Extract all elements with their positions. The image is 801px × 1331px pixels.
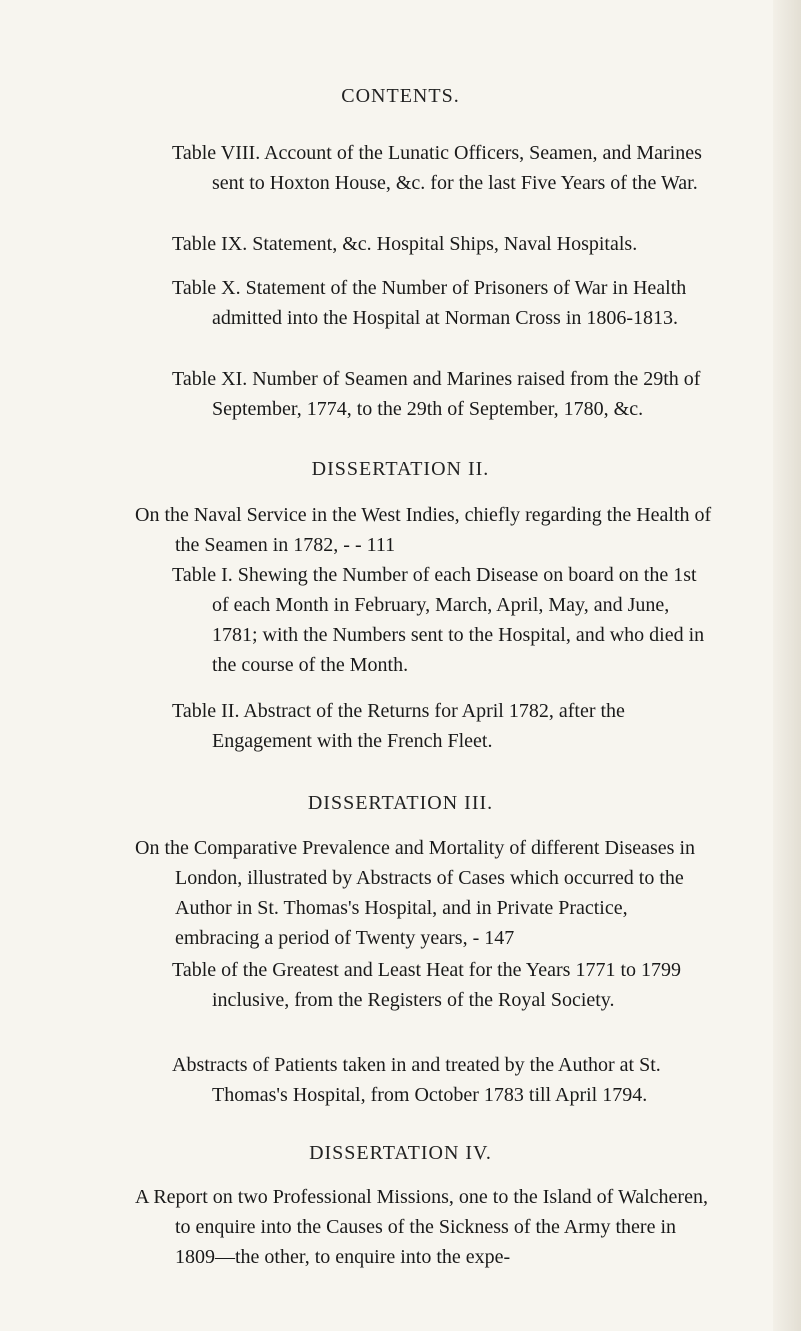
dissertation-3-abstracts: Abstracts of Patients taken in and treated by the Author at St. Thomas's Hospital, from October 1783 till April 1794. [172,1054,661,1106]
dissertation-2-table-i: Table I. Shewing the Number of each Disease on board on the 1st of each Month in February, March, April, May, and June, 1781; with the Numbers sent to the Hospital, and who died in the course of the Month. [172,564,705,676]
entry-table-x: Table X. Statement of the Number of Prisoners of War in Health admitted into the Hospital at Norman Cross in 1806-1813. [172,277,687,329]
dissertation-3-heading: DISSERTATION III. [307,792,494,814]
dissertation-4-heading: DISSERTATION IV. [309,1142,492,1164]
entry-table-ix: Table IX. Statement, &c. Hospital Ships, Naval Hospitals. [172,233,638,255]
dissertation-2-table-ii: Table II. Abstract of the Returns for April 1782, after the Engagement with the French Fleet. [172,700,625,752]
dissertation-4-intro: A Report on two Professional Missions, one to the Island of Walcheren, to enquire into the Causes of the Sickness of the Army there in 1809—the other, to enquire into the expe- [135,1186,708,1268]
page-edge-shadow [773,0,801,1331]
entry-table-xi: Table XI. Number of Seamen and Marines raised from the 29th of September, 1774, to the 29th of September, 1780, &c. [172,368,701,420]
dissertation-3-table-heat: Table of the Greatest and Least Heat for the Years 1771 to 1799 inclusive, from the Registers of the Royal Society. [172,959,682,1011]
dissertation-2-intro: On the Naval Service in the West Indies, chiefly regarding the Health of the Seamen in 1782, - - 111 [135,504,712,556]
page-title: CONTENTS. [341,85,460,107]
entry-table-viii: Table VIII. Account of the Lunatic Officers, Seamen, and Marines sent to Hoxton House, &c. for the last Five Years of the War. [172,142,702,194]
dissertation-2-heading: DISSERTATION II. [311,458,490,480]
dissertation-3-intro: On the Comparative Prevalence and Mortality of different Diseases in London, illustrated by Abstracts of Cases which occurred to the Author in St. Thomas's Hospital, and in Private Practice, embracing a period of Twenty years, - 147 [135,837,696,949]
